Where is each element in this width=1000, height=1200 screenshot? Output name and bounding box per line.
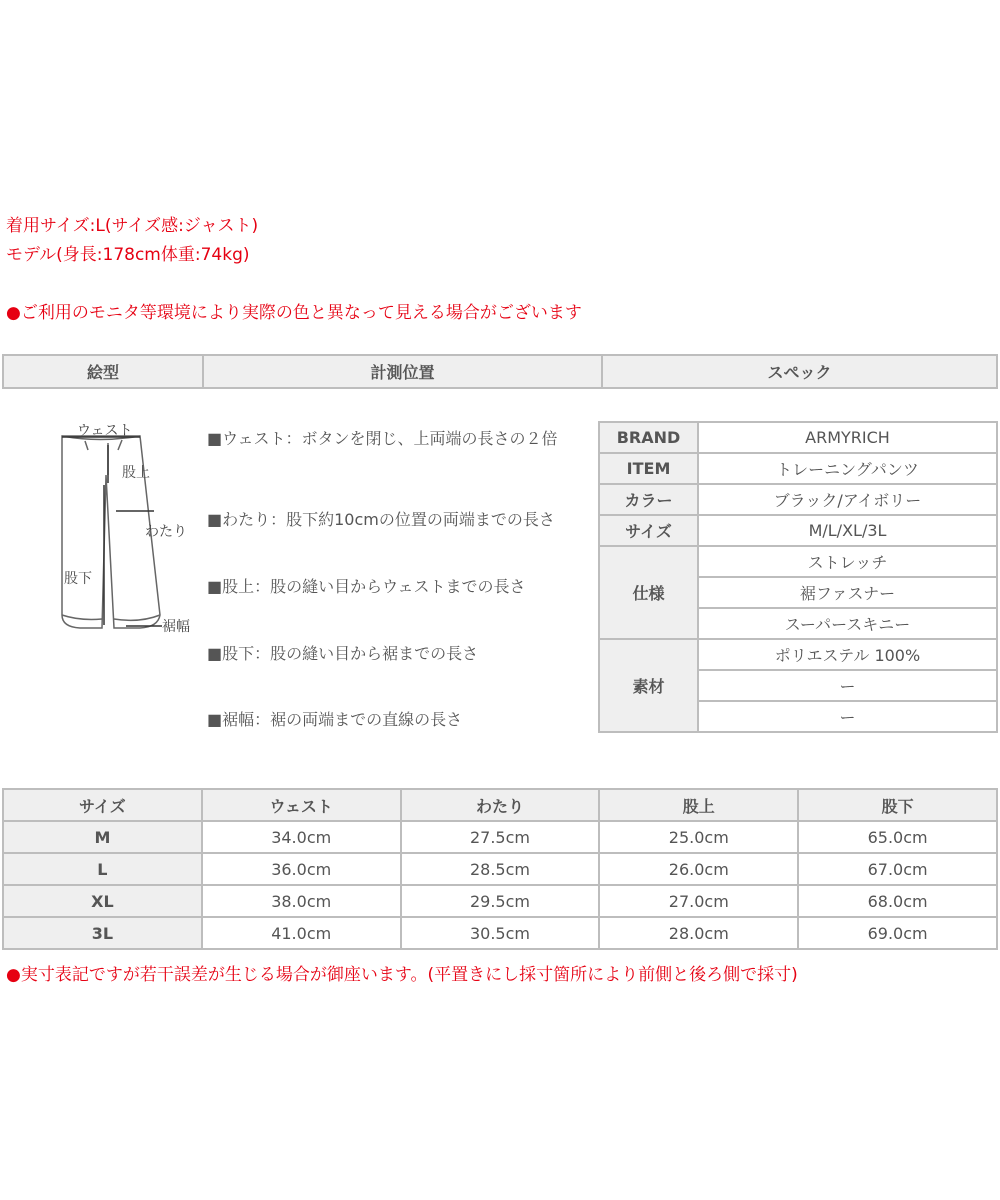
size-header-rise: 股上	[599, 789, 798, 821]
size-cell: XL	[3, 885, 202, 917]
measurement-hem: ■裾幅：裾の両端までの直線の長さ	[207, 710, 463, 729]
size-value-cell: 65.0cm	[798, 821, 997, 853]
spec-table	[598, 421, 998, 733]
size-value-cell: 68.0cm	[798, 885, 997, 917]
table-row	[3, 853, 997, 885]
size-table	[2, 788, 998, 950]
spec-value-color: ブラック/アイボリー	[698, 484, 997, 515]
model-body-line: モデル(身長:178cm体重:74kg)	[6, 245, 250, 265]
spec-label-material: 素材	[599, 639, 698, 732]
spec-value-feature: スーパースキニー	[698, 608, 997, 639]
size-value-cell: 29.5cm	[401, 885, 600, 917]
header-measurement: 計測位置	[203, 355, 602, 388]
table-row	[3, 885, 997, 917]
diagram-label-rise: 股上	[122, 465, 150, 481]
size-header-inseam: 股下	[798, 789, 997, 821]
measurement-disclaimer: ●実寸表記ですが若干誤差が生じる場合が御座います。(平置きにし採寸箇所により前側と後ろ側で採寸)	[6, 965, 798, 985]
spec-value-material: ー	[698, 670, 997, 701]
size-header-waist: ウェスト	[202, 789, 401, 821]
size-value-cell: 25.0cm	[599, 821, 798, 853]
spec-value-material: ー	[698, 701, 997, 732]
measurement-rise: ■股上：股の縫い目からウェストまでの長さ	[207, 577, 526, 596]
size-value-cell: 26.0cm	[599, 853, 798, 885]
spec-value-item: トレーニングパンツ	[698, 453, 997, 484]
size-value-cell: 27.0cm	[599, 885, 798, 917]
size-header-size: サイズ	[3, 789, 202, 821]
diagram-label-hem: 裾幅	[162, 619, 190, 635]
size-value-cell: 34.0cm	[202, 821, 401, 853]
size-value-cell: 38.0cm	[202, 885, 401, 917]
size-value-cell: 28.5cm	[401, 853, 600, 885]
size-value-cell: 67.0cm	[798, 853, 997, 885]
size-value-cell: 30.5cm	[401, 917, 600, 949]
size-value-cell: 27.5cm	[401, 821, 600, 853]
size-cell: L	[3, 853, 202, 885]
table-row	[3, 917, 997, 949]
measurement-thigh: ■わたり：股下約10cmの位置の両端までの長さ	[207, 510, 555, 529]
size-header-thigh: わたり	[401, 789, 600, 821]
size-value-cell: 41.0cm	[202, 917, 401, 949]
spec-value-material: ポリエステル 100%	[698, 639, 997, 670]
spec-label-color: カラー	[599, 484, 698, 515]
spec-value-feature: ストレッチ	[698, 546, 997, 577]
size-cell: 3L	[3, 917, 202, 949]
spec-label-item: ITEM	[599, 453, 698, 484]
model-size-line: 着用サイズ:L(サイズ感:ジャスト)	[6, 216, 259, 236]
spec-label-size: サイズ	[599, 515, 698, 546]
size-value-cell: 28.0cm	[599, 917, 798, 949]
measurement-waist: ■ウェスト：ボタンを閉じ、上両端の長さの２倍	[207, 429, 558, 448]
section-header-table	[2, 354, 998, 389]
size-value-cell: 69.0cm	[798, 917, 997, 949]
diagram-label-waist: ウェスト	[77, 423, 133, 439]
spec-label-brand: BRAND	[599, 422, 698, 453]
size-cell: M	[3, 821, 202, 853]
header-illustration: 絵型	[3, 355, 203, 388]
diagram-label-thigh: わたり	[145, 524, 187, 540]
header-spec: スペック	[602, 355, 997, 388]
diagram-label-inseam: 股下	[64, 571, 92, 587]
table-row	[3, 821, 997, 853]
measurement-inseam: ■股下：股の縫い目から裾までの長さ	[207, 644, 479, 663]
color-disclaimer: ●ご利用のモニタ等環境により実際の色と異なって見える場合がございます	[6, 303, 582, 323]
spec-value-size: M/L/XL/3L	[698, 515, 997, 546]
spec-value-brand: ARMYRICH	[698, 422, 997, 453]
spec-label-features: 仕様	[599, 546, 698, 639]
spec-value-feature: 裾ファスナー	[698, 577, 997, 608]
size-value-cell: 36.0cm	[202, 853, 401, 885]
